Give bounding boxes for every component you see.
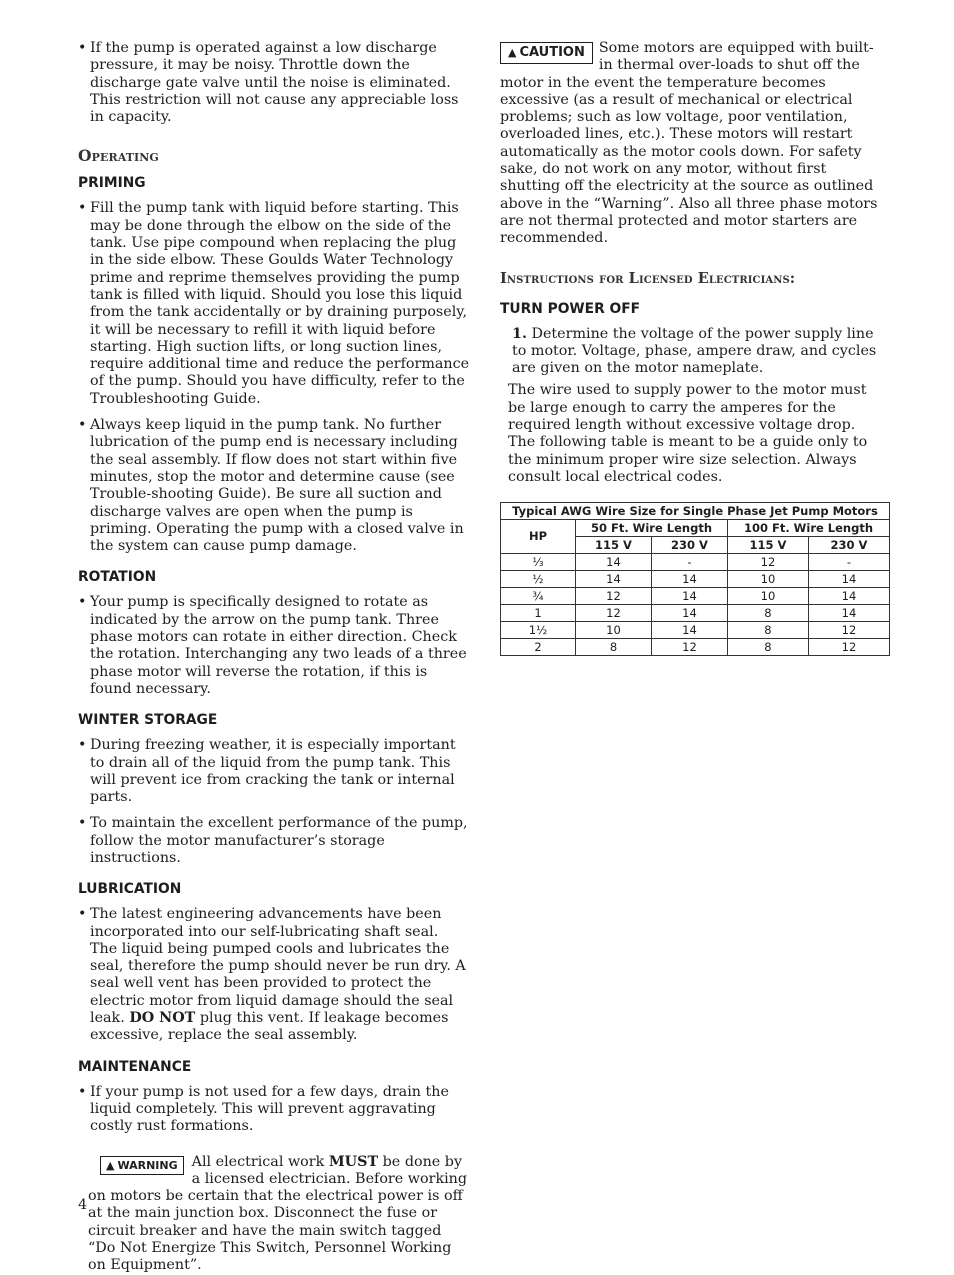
table-cell: ¾: [501, 588, 576, 605]
table-cell: 12: [651, 639, 727, 656]
turn-power-off-heading: TURN POWER OFF: [500, 300, 641, 317]
group-header-100: 100 Ft. Wire Length: [727, 520, 889, 537]
table-cell: 12: [576, 605, 652, 622]
bullet-dot: •: [78, 200, 87, 217]
table-cell: 2: [501, 639, 576, 656]
bullet-dot: •: [78, 906, 87, 923]
table-cell: 14: [808, 605, 889, 622]
priming-bullet-1: • Fill the pump tank with liquid before starting. This may be done through the elbow on the side of the tank. Use pipe compound when replacing the plug in the side elbow. These Goulds Water Technology prime and reprime themselves providing the pump tank is filled with liquid. Should you lose this liquid from the tank accidentally or by draining purposely, it will be necessary to refill it with liquid before starting. High suction lifts, or long suction lines, require additional time and reduce the performance of the pump. Should you have difficulty, refer to the Troubleshooting Guide.: [78, 200, 470, 407]
winter-bullet-2: • To maintain the excellent performance of the pump, follow the motor manufacturer’s storage instructions.: [78, 815, 468, 866]
table-cell: 14: [576, 554, 652, 571]
warning-badge: ▲ WARNING: [100, 1156, 184, 1175]
maintenance-heading: MAINTENANCE: [78, 1058, 192, 1075]
winter-storage-heading: WINTER STORAGE: [78, 712, 218, 729]
sub-header: 115 V: [576, 537, 652, 554]
numbered-item-1: 1. Determine the voltage of the power supply line to motor. Voltage, phase, ampere draw, and cycles are given on the motor nameplate.: [512, 325, 877, 377]
table-cell: 12: [727, 554, 808, 571]
bullet-dot: •: [78, 417, 87, 434]
table-row: [501, 605, 890, 622]
table-cell: 8: [727, 622, 808, 639]
table-cell: 12: [576, 588, 652, 605]
page-number: 4: [78, 1197, 88, 1213]
sub-header: 230 V: [808, 537, 889, 554]
bullet-dot: •: [78, 815, 87, 832]
winter-bullet-1: • During freezing weather, it is especially important to drain all of the liquid from the pump tank. This will prevent ice from cracking the tank or internal parts.: [78, 737, 456, 806]
table-cell: 14: [651, 605, 727, 622]
table-cell: 1: [501, 605, 576, 622]
priming-bullet-2: • Always keep liquid in the pump tank. No further lubrication of the pump end is necessary including the seal assembly. If flow does not start within five minutes, stop the motor and determine cause (see Trouble-shooting Guide). Be sure all suction and discharge valves are open when the pump is priming. Operating the pump with a closed valve in the system can cause pump damage.: [78, 417, 464, 555]
hp-header: HP: [501, 520, 576, 554]
caution-paragraph: ▲ CAUTION Some motors are equipped with built-in thermal over-loads to shut off the motor in the event the temperature becomes excessive (as a result of mechanical or electrical problems; such as low voltage, poor ventilation, overloaded lines, etc.). These motors will restart automatically as the motor cools down. For safety sake, do not work on any motor, without first shutting off the electricity at the source as outlined above in the “Warning”. Also all three phase motors are not thermal protected and motor starters are recommended.: [500, 40, 878, 247]
table-cell: ⅓: [501, 554, 576, 571]
table-cell: 10: [727, 571, 808, 588]
warning-triangle-icon: ▲: [106, 1158, 115, 1172]
wire-size-table: [500, 502, 890, 656]
lubrication-bullet: • The latest engineering advancements have been incorporated into our self-lubricating shaft seal. The liquid being pumped cools and lubricates the seal, therefore the pump should never be run dry. A seal well vent has been provided to protect the electric motor from liquid damage should the seal leak. DO NOT plug this vent. If leakage becomes excessive, replace the seal assembly.: [78, 906, 466, 1044]
bullet-dot: •: [78, 737, 87, 754]
table-cell: 14: [651, 588, 727, 605]
intro-bullet: • If the pump is operated against a low discharge pressure, it may be noisy. Throttle down the discharge gate valve until the noise is eliminated. This restriction will not cause any appreciable loss in capacity.: [78, 40, 459, 126]
table-cell: 12: [808, 639, 889, 656]
table-cell: 8: [727, 639, 808, 656]
table-cell: 10: [576, 622, 652, 639]
table-row: [501, 554, 890, 571]
priming-heading: PRIMING: [78, 175, 146, 192]
electricians-heading: Instructions for Licensed Electricians:: [500, 269, 796, 287]
table-row: [501, 571, 890, 588]
table-cell: ½: [501, 571, 576, 588]
table-cell: 14: [808, 571, 889, 588]
left-column: [78, 40, 470, 1275]
table-row: [501, 588, 890, 605]
table-cell: 14: [651, 622, 727, 639]
operating-heading: Operating: [78, 146, 159, 166]
table-cell: 14: [808, 588, 889, 605]
sub-header: 115 V: [727, 537, 808, 554]
lubrication-heading: LUBRICATION: [78, 881, 182, 898]
bullet-dot: •: [78, 1083, 87, 1100]
table-cell: 10: [727, 588, 808, 605]
table-title: Typical AWG Wire Size for Single Phase Jet Pump Motors: [501, 503, 890, 520]
warning-paragraph: ▲ WARNING All electrical work MUST be done by a licensed electrician. Before working on motors be certain that the electrical power is off at the main junction box. Disconnect the fuse or circuit breaker and have the main switch tagged “Do Not Energize This Switch, Personnel Working on Equipment”.: [88, 1153, 468, 1274]
table-cell: -: [651, 554, 727, 571]
rotation-bullet-1: • Your pump is specifically designed to rotate as indicated by the arrow on the pump tank. Three phase motors can rotate in either direction. Check the rotation. Interchanging any two leads of a three phase motor will reverse the rotation, if this is found necessary.: [78, 594, 467, 697]
bullet-dot: •: [78, 594, 87, 611]
table-cell: 8: [727, 605, 808, 622]
table-cell: 8: [576, 639, 652, 656]
maintenance-bullet-1: • If your pump is not used for a few days, drain the liquid completely. This will prevent aggravating costly rust formations.: [78, 1083, 449, 1135]
warning-triangle-icon: ▲: [508, 46, 517, 59]
table-row: [501, 639, 890, 656]
wire-paragraph: The wire used to supply power to the motor must be large enough to carry the amperes for the required length without excessive voltage drop. The following table is meant to be a guide only to the minimum proper wire size selection. Always consult local electrical codes.: [508, 382, 868, 485]
table-cell: 14: [576, 571, 652, 588]
group-header-50: 50 Ft. Wire Length: [576, 520, 728, 537]
rotation-heading: ROTATION: [78, 569, 157, 586]
sub-header: 230 V: [651, 537, 727, 554]
table-cell: 12: [808, 622, 889, 639]
table-cell: -: [808, 554, 889, 571]
table-row: [501, 622, 890, 639]
bullet-dot: •: [78, 40, 87, 56]
table-cell: 1½: [501, 622, 576, 639]
right-column: [500, 40, 878, 656]
table-cell: 14: [651, 571, 727, 588]
caution-badge: ▲ CAUTION: [500, 42, 593, 64]
